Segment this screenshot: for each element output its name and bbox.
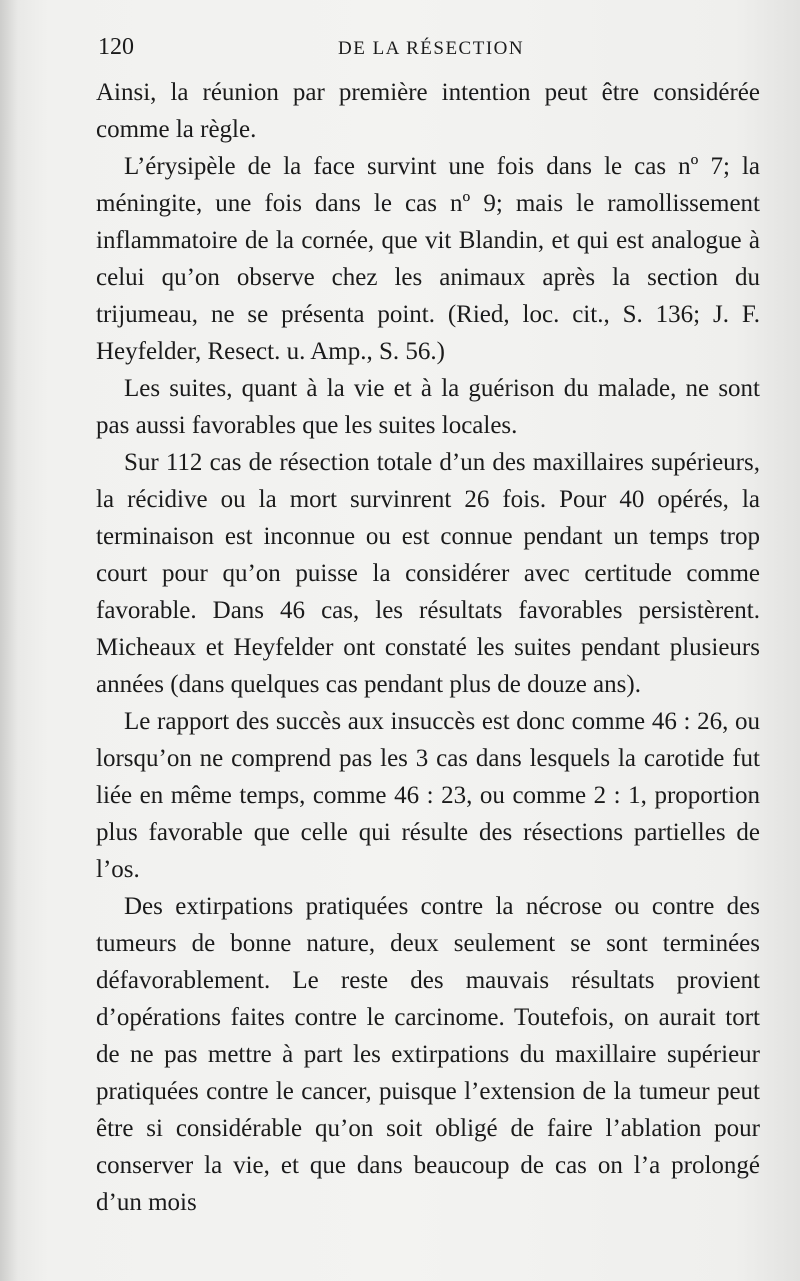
page-number: 120	[98, 34, 134, 60]
paragraph: L’érysipèle de la face survint une fois dans le cas nº 7; la méningite, une fois dans le cas nº 9; mais le ramollissement inflammatoire de la cornée, que vit Blandin, et qui est analogue à celui qu’on observe chez les animaux après la section du trijumeau, ne se présenta point. (Ried, loc. cit., S. 136; J. F. Heyfelder, Resect. u. Amp., S. 56.)	[96, 153, 760, 365]
paragraph: Ainsi, la réunion par première intention peut être considérée comme la règle.	[96, 79, 760, 143]
paragraph: Les suites, quant à la vie et à la guérison du malade, ne sont pas aussi favorables que les suites locales.	[96, 375, 760, 439]
running-head: DE LA RÉSECTION	[338, 38, 525, 59]
paragraph: Le rapport des succès aux insuccès est donc comme 46 : 26, ou lorsqu’on ne comprend pas les 3 cas dans lesquels la carotide fut liée en même temps, comme 46 : 23, ou comme 2 : 1, proportion plus favorable que celle qui résulte des résections partielles de l’os.	[96, 708, 760, 883]
paragraph: Des extirpations pratiquées contre la nécrose ou contre des tumeurs de bonne nature, deux seulement se sont terminées défavorablement. Le reste des mauvais résultats provient d’opérations faites contre le carcinome. Toutefois, on aurait tort de ne pas mettre à part les extirpations du maxillaire supérieur pratiquées contre le cancer, puisque l’extension de la tumeur peut être si considérable qu’on soit obligé de faire l’ablation pour conserver la vie, et que dans beaucoup de cas on l’a prolongé d’un mois	[96, 893, 760, 1216]
paragraph: Sur 112 cas de résection totale d’un des maxillaires supérieurs, la récidive ou la mort survinrent 26 fois. Pour 40 opérés, la terminaison est inconnue ou est connue pendant un temps trop court pour qu’on puisse la considérer avec certitude comme favorable. Dans 46 cas, les résultats favorables persistèrent. Micheaux et Heyfelder ont constaté les suites pendant plusieurs années (dans quelques cas pendant plus de douze ans).	[96, 449, 760, 698]
page-header	[98, 34, 758, 68]
body-text	[96, 74, 760, 1221]
gutter-shadow	[0, 0, 18, 1281]
